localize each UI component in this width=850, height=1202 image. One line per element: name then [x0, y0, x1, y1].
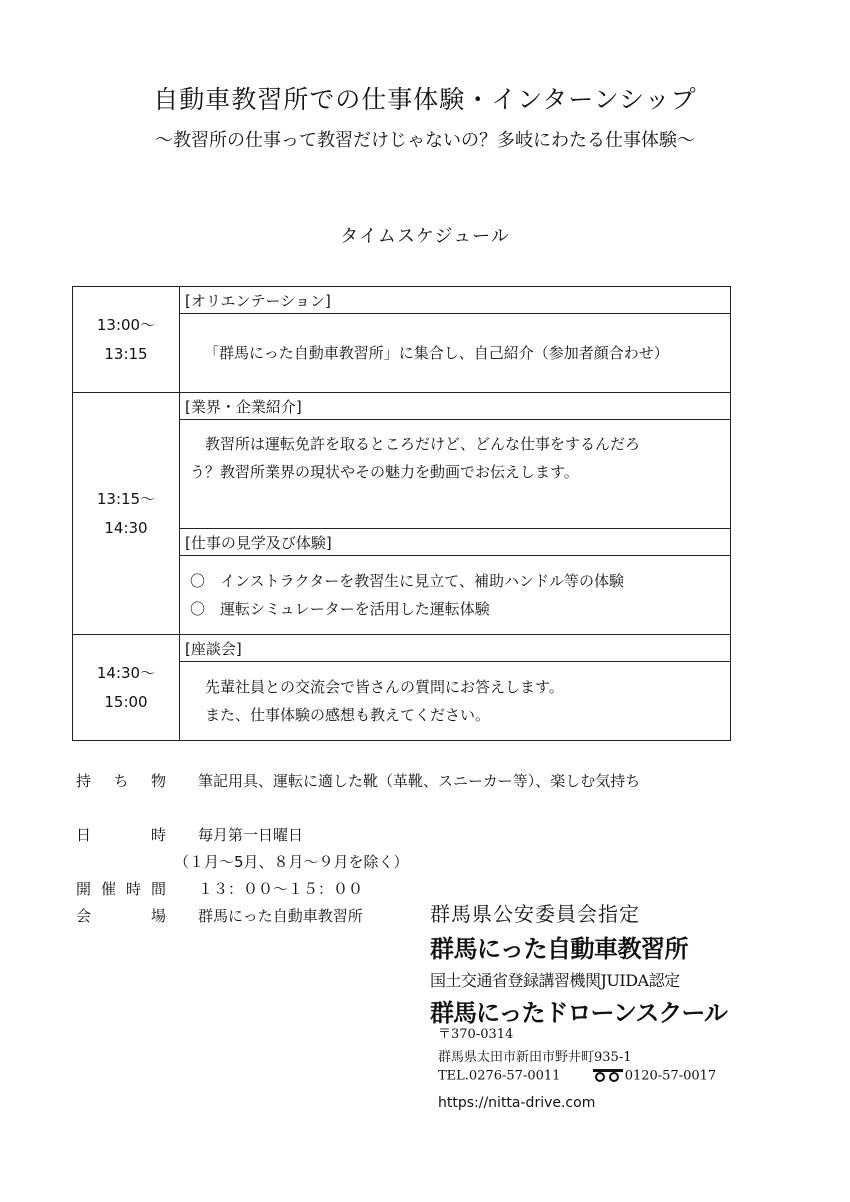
- section-text: 「群馬にった自動車教習所」に集合し、自己紹介（参加者顔合わせ）: [204, 344, 669, 362]
- schedule-heading: タイムスケジュール: [340, 226, 510, 247]
- section-label: [業界・企業紹介]: [180, 393, 731, 420]
- section-body: [180, 662, 731, 741]
- time-cell-1: [73, 287, 180, 393]
- date-value: 毎月第一日曜日: [198, 826, 304, 844]
- date-note: （１月～5月、８月～９月を除く）: [174, 853, 409, 871]
- section-body: [180, 314, 731, 393]
- section-label: [オリエンテーション]: [180, 287, 731, 314]
- org-designation: 群馬県公安委員会指定: [430, 902, 640, 926]
- section-text: 先輩社員との交流会で皆さんの質問にお答えします。: [190, 678, 564, 696]
- time-end: 14:30: [104, 518, 148, 537]
- tel: TEL.0276-57-0011: [438, 1068, 561, 1084]
- postal-code: 〒370-0314: [438, 1027, 514, 1042]
- time-start: 13:00～: [96, 315, 156, 334]
- hours-value: １３：００～１５：００: [198, 880, 364, 898]
- time-start: 13:15～: [96, 489, 156, 508]
- belongings-value: 筆記用具、運転に適した靴（革靴、スニーカー等）、楽しむ気持ち: [198, 772, 641, 790]
- section-text: 〇 運転シミュレーターを活用した運転体験: [190, 600, 490, 618]
- section-text: う？教習所業界の現状やその魅力を動画でお伝えします。: [190, 463, 579, 481]
- section-body: [180, 420, 731, 529]
- section-body: [180, 556, 731, 635]
- section-label: [仕事の見学及び体験]: [180, 529, 731, 556]
- section-label: [座談会]: [180, 635, 731, 662]
- section-text: 教習所は運転免許を取るところだけど、どんな仕事をするんだろ: [190, 435, 641, 453]
- time-cell-3: [73, 635, 180, 741]
- schedule-table: [72, 286, 731, 741]
- section-text: また、仕事体験の感想も教えてください。: [190, 706, 491, 724]
- hours-label: 開 催 時 間: [76, 880, 166, 898]
- date-label: 日 時: [76, 826, 166, 844]
- section-text: 〇 インストラクターを教習生に見立て、補助ハンドル等の体験: [190, 572, 624, 590]
- time-start: 14:30～: [96, 663, 156, 682]
- org-school-name: 群馬にった自動車教習所: [430, 935, 689, 963]
- time-cell-2: [73, 393, 180, 635]
- venue-label: 会 場: [76, 907, 166, 925]
- page-subtitle: ～教習所の仕事って教習だけじゃないの？多岐にわたる仕事体験～: [155, 130, 695, 151]
- website-link[interactable]: https://nitta-drive.com: [438, 1095, 596, 1111]
- freedial-icon: [593, 1068, 623, 1084]
- freedial: 0120-57-0017: [624, 1068, 717, 1084]
- time-end: 15:00: [104, 692, 148, 711]
- org-certification: 国土交通省登録講習機関JUIDA認定: [430, 971, 680, 990]
- venue-value: 群馬にった自動車教習所: [198, 907, 363, 925]
- organization-block: [430, 898, 727, 1028]
- time-end: 13:15: [104, 344, 148, 363]
- belongings-label: 持 ち 物: [76, 772, 166, 790]
- page-title: 自動車教習所での仕事体験・インターンシップ: [153, 85, 697, 114]
- address: 群馬県太田市新田市野井町935-1: [438, 1050, 632, 1065]
- org-drone-school: 群馬にったドローンスクール: [430, 999, 727, 1027]
- contact-row: [438, 1068, 716, 1084]
